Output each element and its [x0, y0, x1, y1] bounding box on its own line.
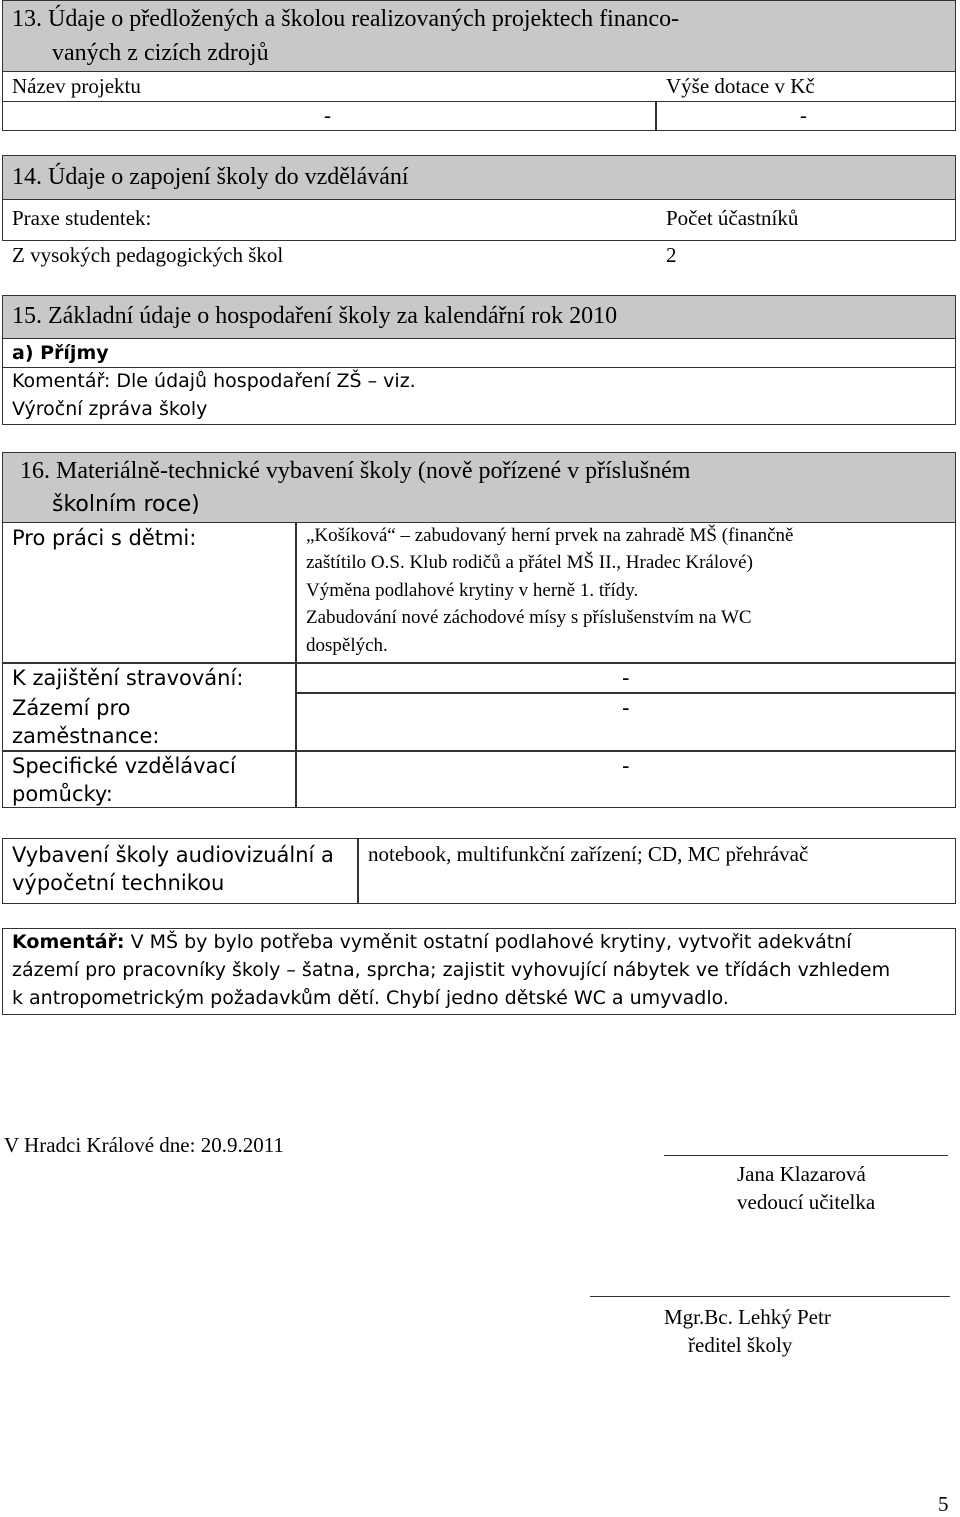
catering-value: -	[622, 666, 630, 690]
comment-line-1	[12, 931, 851, 953]
income-heading: a) Příjmy	[12, 342, 109, 364]
place-and-date: V Hradci Králové dne: 20.9.2011	[4, 1133, 284, 1157]
av-equipment-value: notebook, multifunkční zařízení; CD, MC přehrávač	[368, 842, 809, 866]
children-work-line-4: Zabudování nové záchodové mísy s příslušenstvím na WC	[306, 607, 752, 628]
section-14-title: 14. Údaje o zapojení školy do vzdělávání	[12, 164, 409, 190]
university-count: 2	[666, 243, 677, 267]
page-number: 5	[938, 1492, 949, 1516]
equipment-vertical-divider	[295, 522, 297, 808]
staff-facilities-label-1: Zázemí pro	[12, 696, 131, 720]
section-16-title-line1: 16. Materiálně-technické vybavení školy (nově pořízené v příslušném	[20, 458, 691, 484]
section-15-title: 15. Základní údaje o hospodaření školy za kalendářní rok 2010	[12, 303, 618, 329]
teaching-aids-label-2: pomůcky:	[12, 782, 113, 806]
children-work-line-2: zaštítilo O.S. Klub rodičů a přátel MŠ II., Hradec Králové)	[306, 552, 753, 573]
children-work-line-1: „Košíková“ – zabudovaný herní prvek na zahradě MŠ (finančně	[306, 525, 794, 546]
av-equipment-label-1: Vybavení školy audiovizuální a	[12, 843, 334, 867]
teaching-aids-label-1: Specifické vzdělávací	[12, 754, 236, 778]
section-13-title-line1: 13. Údaje o předložených a školou realizovaných projektech financo-	[12, 6, 680, 32]
income-row	[2, 338, 956, 368]
av-equipment-divider	[357, 838, 359, 904]
section-13-values-row	[2, 101, 956, 131]
catering-label: K zajištění stravování:	[12, 666, 244, 690]
children-work-label: Pro práci s dětmi:	[12, 526, 197, 550]
children-work-line-5: dospělých.	[306, 635, 388, 656]
signature-line-1	[664, 1155, 948, 1156]
project-name-header: Název projektu	[12, 74, 141, 98]
income-comment-line2: Výroční zpráva školy	[12, 398, 208, 420]
university-label: Z vysokých pedagogických škol	[12, 243, 284, 267]
equipment-row-divider-1	[2, 662, 956, 664]
section-13-divider	[655, 101, 657, 131]
project-name-value: -	[324, 103, 331, 127]
signature-1-name: Jana Klazarová	[737, 1162, 866, 1186]
equipment-row-divider-3	[2, 750, 956, 752]
subsidy-amount-value: -	[800, 103, 807, 127]
av-equipment-label-2: výpočetní technikou	[12, 871, 225, 895]
children-work-line-3: Výměna podlahové krytiny v herně 1. třídy.	[306, 580, 639, 601]
staff-facilities-value: -	[622, 696, 630, 720]
signature-line-2	[590, 1296, 950, 1297]
signature-1-role: vedoucí učitelka	[737, 1190, 876, 1214]
section-16-title-line2: školním roce)	[52, 492, 200, 517]
comment-line-3: k antropometrickým požadavkům dětí. Chybí jedno dětské WC a umyvadlo.	[12, 987, 729, 1009]
signature-2-name: Mgr.Bc. Lehký Petr	[664, 1305, 831, 1329]
equipment-row-divider-2	[295, 692, 956, 694]
section-13-title-line2: vaných z cizích zdrojů	[52, 40, 269, 66]
participants-count-header: Počet účastníků	[666, 206, 799, 230]
signature-2-role: ředitel školy	[688, 1333, 793, 1357]
praxe-label: Praxe studentek:	[12, 206, 152, 230]
subsidy-amount-header: Výše dotace v Kč	[666, 74, 815, 98]
comment-line-2: zázemí pro pracovníky školy – šatna, sprcha; zajistit vyhovující nábytek ve třídách vzhledem	[12, 959, 891, 981]
income-comment-line1: Komentář: Dle údajů hospodaření ZŠ – viz.	[12, 370, 416, 392]
comment-label: Komentář:	[12, 931, 125, 953]
teaching-aids-value: -	[622, 754, 630, 778]
comment-text-1: V MŠ by bylo potřeba vyměnit ostatní podlahové krytiny, vytvořit adekvátní	[124, 931, 852, 953]
staff-facilities-label-2: zaměstnance:	[12, 724, 160, 748]
